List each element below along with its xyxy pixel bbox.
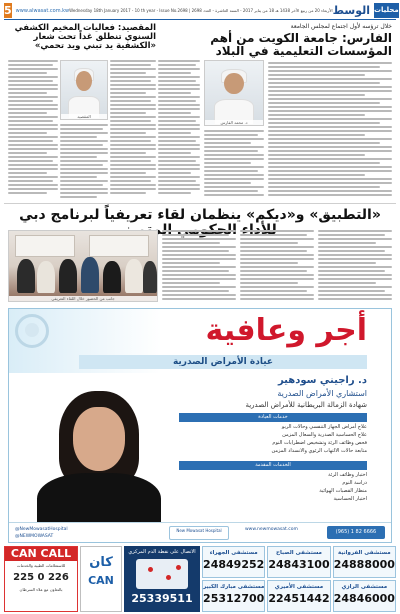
story2-body-col3 (60, 124, 108, 200)
story2-portrait (60, 60, 108, 120)
story1-portrait (204, 60, 264, 126)
story2-body-col2 (8, 60, 58, 200)
hospital-name: مستشفى الرازي (341, 584, 388, 590)
doctor-credentials: شهادة الزمالة البريطانية للأمراض الصدرية (245, 401, 367, 409)
procedure-item: اختبار وظائف الرئة (328, 472, 367, 478)
service-item: علاج أمراض الجهاز التنفسي وحالات الربو (281, 424, 367, 430)
hospital-cell[interactable] (267, 546, 330, 578)
story2-photo-caption: المقصيد (61, 114, 107, 119)
hospital-phone: 24846000 (333, 592, 395, 605)
procedures-header: الخدمات المقدمة (179, 461, 367, 470)
kan-arabic: كان (89, 555, 113, 570)
procedure-item: اختبار الحساسية (333, 496, 367, 502)
ad-title: أجر وعافية (205, 313, 367, 348)
hospital-cell[interactable] (333, 546, 396, 578)
dateline: Wednesday 18th January 2017 - 10 th year - Issue No.2698 | الأربعاء 20 من ربيع الآخر 1438 هـ 18 من يناير 2017 - السنة العاشرة - العدد 2698 (69, 8, 333, 13)
can-call-box[interactable] (4, 546, 78, 612)
hospital-logo: New Mowasat Hospital (169, 526, 229, 540)
can-call-footer: بالتعاون مع علاء السرطان (19, 587, 63, 592)
ad-website[interactable]: www.newmowasat.com (245, 527, 298, 532)
kan-logo-box (80, 546, 122, 612)
service-item: علاج الحساسية الصدرية والسعال المزمن (282, 432, 367, 438)
hospital-advertisement[interactable] (8, 308, 392, 543)
blood-bank-title: الاتصال على نقطة الدم المركزي (128, 549, 196, 555)
blood-bank-card[interactable] (124, 546, 200, 612)
procedure-item: منظار القصبات الهوائية (319, 488, 367, 494)
kan-english: CAN (88, 574, 114, 587)
hospital-name: مستشفى مبارك الكبير (203, 584, 265, 590)
hospital-phone-grid (202, 546, 396, 612)
hospital-phone: 22451442 (268, 592, 330, 605)
section-label: محليات (374, 3, 399, 18)
service-item: فحص وظائف الرئة وتشخيص اضطرابات النوم (272, 440, 367, 446)
stethoscope-chestpiece-icon (25, 323, 39, 337)
section-divider (4, 203, 396, 204)
story1-headline[interactable]: الفارس: جامعة الكويت من أهم المؤسسات التعليمية في البلاد (210, 31, 392, 58)
story3-body-col1 (162, 230, 236, 302)
hospital-cell[interactable] (202, 580, 265, 612)
hospital-phone: 25312700 (203, 592, 265, 605)
story1-photo-caption: د. محمد الفارس (205, 120, 263, 125)
services-header: خدمات العيادة (179, 413, 367, 422)
story1-body-col1 (268, 62, 392, 200)
story3-event-photo (8, 230, 158, 302)
website-link[interactable]: www.alwasat.com.kw (15, 7, 70, 14)
ad-department: عيادة الأمراض الصدرية (79, 355, 367, 369)
ad-phone-button[interactable]: (965) 1 82 6666 (327, 526, 385, 539)
hospital-phone: 24849252 (203, 558, 265, 571)
story3-body-col3 (318, 230, 392, 302)
service-item: متابعة حالات الالتهاب الرئوي والانسداد المزمن (271, 448, 367, 454)
story3-headline[interactable]: «التطبيق» و«ديكم» ينظمان لقاء تعريفياً لبرنامج دبي (19, 207, 381, 223)
hospital-name: مستشفى الفروانية (338, 550, 391, 556)
blood-bank-number[interactable]: 25339511 (131, 592, 193, 605)
story3-photo-caption: جانب من الحضور خلال اللقاء التعريفي (9, 296, 157, 301)
story3-body-col2 (240, 230, 314, 302)
hospital-cell[interactable] (202, 546, 265, 578)
can-call-number[interactable]: 225 0 226 (13, 572, 69, 583)
can-call-title: CAN CALL (5, 547, 77, 561)
doctor-role: استشاري الأمراض الصدرية (277, 389, 367, 398)
hospital-name: مستشفى الجهراء (209, 550, 258, 556)
hospital-cell[interactable] (333, 580, 396, 612)
story1-kicker: خلال ترؤسه لأول اجتماع لمجلس الجامعة (290, 23, 392, 30)
story1-body-col2 (204, 130, 264, 200)
hospital-name: مستشفى الأميري (274, 584, 324, 590)
hospital-name: مستشفى الصباح (276, 550, 322, 556)
hospital-phone: 24843100 (268, 558, 330, 571)
procedure-item: دراسة النوم (342, 480, 367, 486)
hospital-cell[interactable] (267, 580, 330, 612)
story2-body-col1 (110, 60, 156, 200)
facebook-handle[interactable]: @NewMowasatHospital (15, 527, 68, 532)
masthead-rule (4, 19, 396, 20)
story2-headline[interactable]: المقصيد: فعاليات المخيم الكشفي السنوي تنطلق غداً تحت شعار «الكشفية يد تبني ويد تحمي» (14, 23, 156, 51)
instagram-handle[interactable]: @NEWMOWASAT (15, 534, 54, 539)
ad-footer (9, 522, 391, 542)
story1-body-col3 (158, 60, 200, 200)
can-call-subtitle: للاستعلامات الطبية والخدمات (16, 563, 66, 568)
masthead (4, 3, 399, 18)
hospital-phone: 24888000 (333, 558, 395, 571)
doctor-photo (29, 387, 169, 537)
page-number: 5 (4, 4, 12, 17)
classifieds-strip (4, 546, 396, 612)
doctor-name: د. راجيني سودهير (277, 375, 367, 386)
newspaper-logo: الوسط (332, 4, 370, 17)
map-icon (136, 559, 188, 589)
